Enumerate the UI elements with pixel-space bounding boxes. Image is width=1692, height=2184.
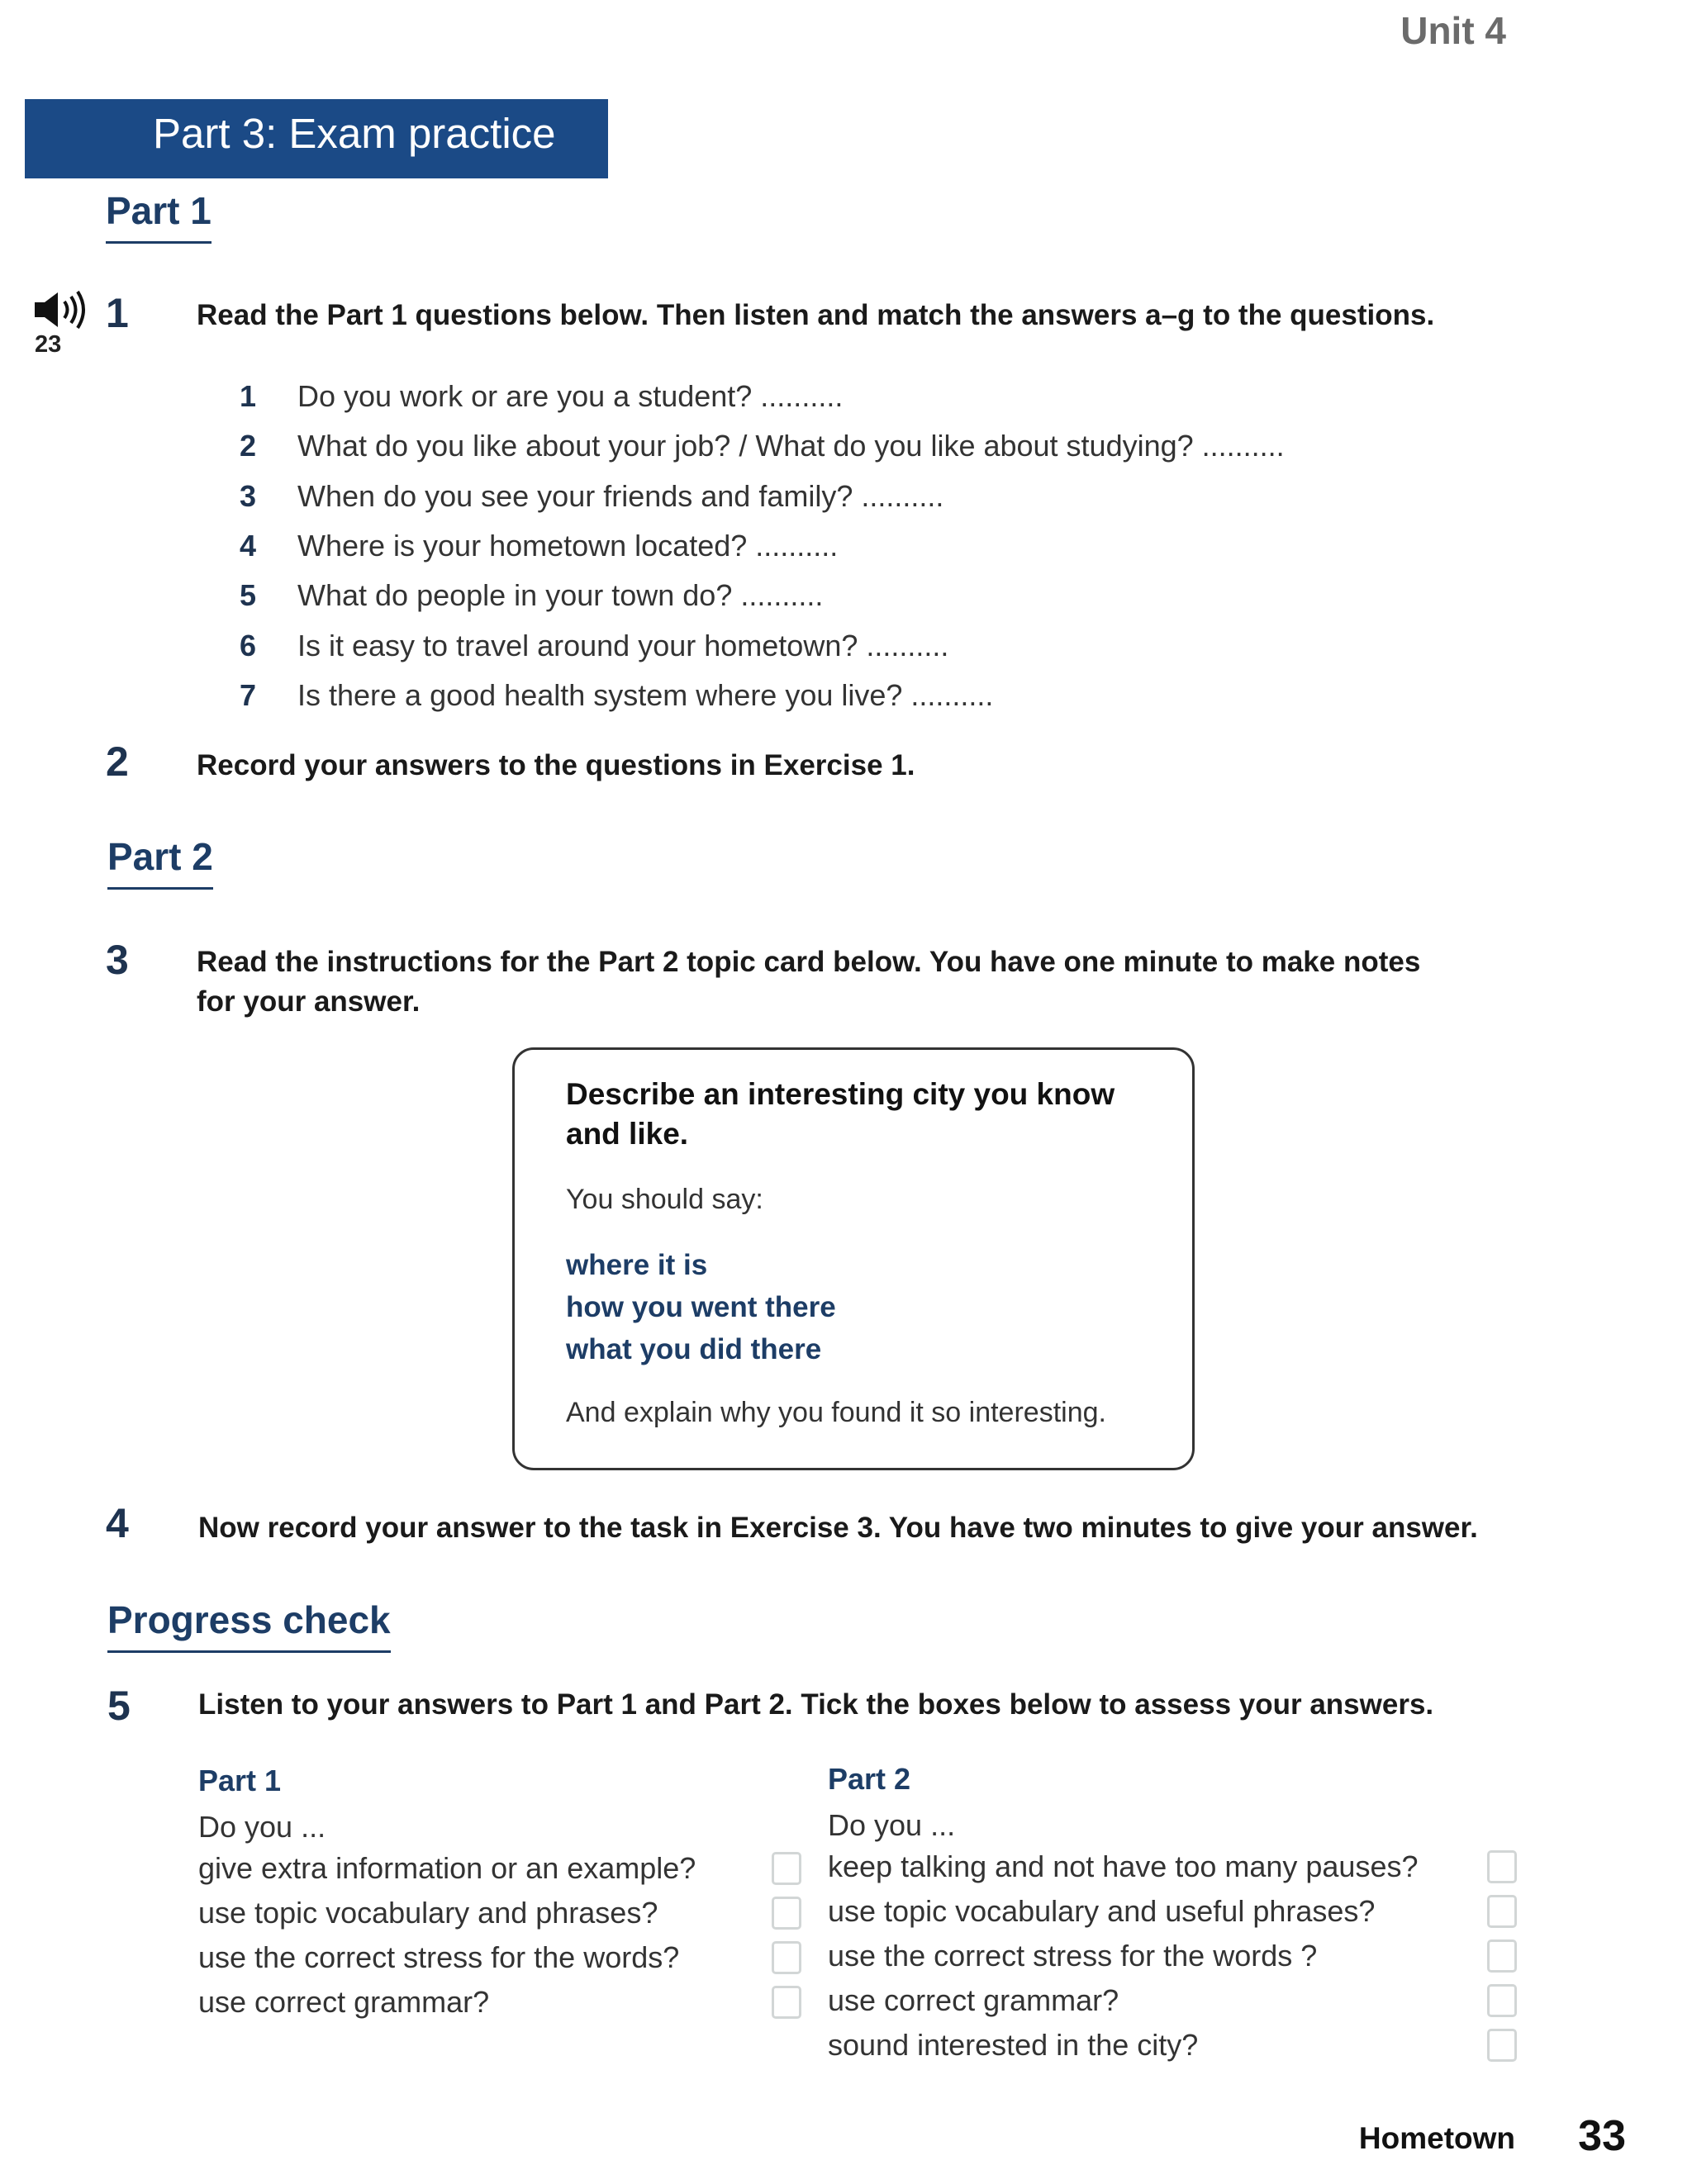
checklist-item	[198, 1846, 801, 1891]
question-number: 7	[240, 677, 257, 712]
exercise-2-instruction: Record your answers to the questions in Exercise 1.	[197, 749, 915, 781]
unit-label: Unit 4	[1400, 9, 1506, 52]
question-number: 4	[240, 529, 257, 563]
topic-card-title-line-2: and like.	[566, 1117, 689, 1151]
topic-card-point: how you went there	[566, 1291, 836, 1323]
checklist-item	[198, 1980, 801, 2025]
audio-track-number: 23	[35, 331, 62, 358]
topic-card-point: where it is	[566, 1249, 708, 1281]
question-item	[240, 571, 1285, 620]
tick-box[interactable]	[772, 1897, 801, 1930]
tick-box[interactable]	[772, 1986, 801, 2019]
checklist-item	[828, 1845, 1517, 1889]
topic-card-points	[566, 1244, 1162, 1370]
checklist-item-text: give extra information or an example?	[198, 1851, 696, 1885]
checklist-item-text: use correct grammar?	[198, 1985, 490, 2019]
question-item	[240, 620, 1285, 670]
question-number: 5	[240, 578, 257, 613]
tick-box[interactable]	[1487, 1939, 1517, 1973]
topic-card-point: what you did there	[566, 1333, 822, 1365]
progress-check-heading: Progress check	[107, 1598, 391, 1653]
exercise-4-instruction: Now record your answer to the task in Exercise 3. You have two minutes to give your answer.	[198, 1512, 1478, 1544]
checklist-part2-prompt: Do you ...	[828, 1808, 956, 1842]
topic-card-title	[566, 1075, 1162, 1154]
question-number: 3	[240, 478, 257, 513]
checklist-item-text: use the correct stress for the words?	[198, 1940, 680, 1974]
checklist-part1-items	[198, 1846, 801, 2025]
audio-track[interactable]	[33, 289, 91, 358]
question-text: Is it easy to travel around your hometown? ..........	[297, 628, 949, 662]
tick-box[interactable]	[1487, 1984, 1517, 2017]
question-item	[240, 421, 1285, 471]
checklist-part2-items	[828, 1845, 1517, 2068]
checklist-part2	[828, 1762, 1517, 2068]
question-item	[240, 521, 1285, 571]
question-item	[240, 671, 1285, 720]
exercise-number-1: 1	[106, 290, 129, 336]
exercise-3-line-1: Read the instructions for the Part 2 topic card below. You have one minute to make notes	[197, 946, 1421, 978]
topic-card-title-line-1: Describe an interesting city you know	[566, 1077, 1115, 1111]
checklist-item-text: use correct grammar?	[828, 1983, 1119, 2017]
tick-box[interactable]	[1487, 2029, 1517, 2062]
exercise-number-4: 4	[106, 1500, 129, 1546]
exercise-3-line-2: for your answer.	[197, 985, 421, 1018]
banner-title: Part 3: Exam practice	[153, 110, 556, 157]
checklist-item-text: use topic vocabulary and phrases?	[198, 1896, 658, 1930]
checklist-part2-heading: Part 2	[828, 1762, 911, 1796]
speaker-icon	[33, 289, 88, 330]
checklist-item	[828, 1978, 1517, 2023]
checklist-item	[828, 1934, 1517, 1978]
checklist-item-text: sound interested in the city?	[828, 2028, 1199, 2062]
question-text: When do you see your friends and family? ..........	[297, 478, 944, 513]
question-text: What do you like about your job? / What do you like about studying? ..........	[297, 429, 1285, 463]
tick-box[interactable]	[1487, 1850, 1517, 1883]
exercise-3-instruction	[197, 942, 1420, 1022]
question-list	[240, 372, 1285, 720]
question-number: 6	[240, 628, 257, 662]
question-text: Is there a good health system where you live? ..........	[297, 677, 994, 712]
checklist-item	[828, 2023, 1517, 2068]
part2-heading: Part 2	[107, 834, 213, 890]
checklist-item-text: use the correct stress for the words ?	[828, 1939, 1318, 1973]
topic-card	[512, 1047, 1195, 1470]
topic-card-explain: And explain why you found it so interesting.	[566, 1397, 1106, 1428]
checklist-part1-heading: Part 1	[198, 1764, 282, 1797]
question-item	[240, 372, 1285, 421]
topic-card-prompt: You should say:	[566, 1184, 763, 1215]
footer-unit-title: Hometown	[1358, 2121, 1515, 2155]
checklist-item-text: keep talking and not have too many pauses?	[828, 1849, 1419, 1883]
exercise-number-5: 5	[107, 1683, 131, 1729]
checklist-part1	[198, 1764, 801, 2025]
checklist-item	[828, 1889, 1517, 1934]
exercise-number-2: 2	[106, 738, 129, 785]
checklist-item-text: use topic vocabulary and useful phrases?	[828, 1894, 1376, 1928]
tick-box[interactable]	[772, 1941, 801, 1974]
question-number: 1	[240, 379, 257, 414]
checklist-part1-prompt: Do you ...	[198, 1810, 326, 1844]
exercise-1-instruction: Read the Part 1 questions below. Then listen and match the answers a–g to the questions.	[197, 299, 1435, 331]
tick-box[interactable]	[772, 1852, 801, 1885]
section-banner	[25, 99, 608, 178]
checklist-item	[198, 1935, 801, 1980]
page-number: 33	[1578, 2112, 1626, 2160]
question-item	[240, 472, 1285, 521]
tick-box[interactable]	[1487, 1895, 1517, 1928]
question-text: What do people in your town do? ..........	[297, 578, 824, 613]
exercise-5-instruction: Listen to your answers to Part 1 and Part 2. Tick the boxes below to assess your answers.	[198, 1688, 1434, 1721]
question-text: Where is your hometown located? ..........	[297, 529, 839, 563]
exercise-number-3: 3	[106, 937, 129, 983]
checklist-item	[198, 1891, 801, 1935]
part1-heading: Part 1	[106, 188, 212, 244]
question-text: Do you work or are you a student? ..........	[297, 379, 844, 414]
question-number: 2	[240, 429, 257, 463]
